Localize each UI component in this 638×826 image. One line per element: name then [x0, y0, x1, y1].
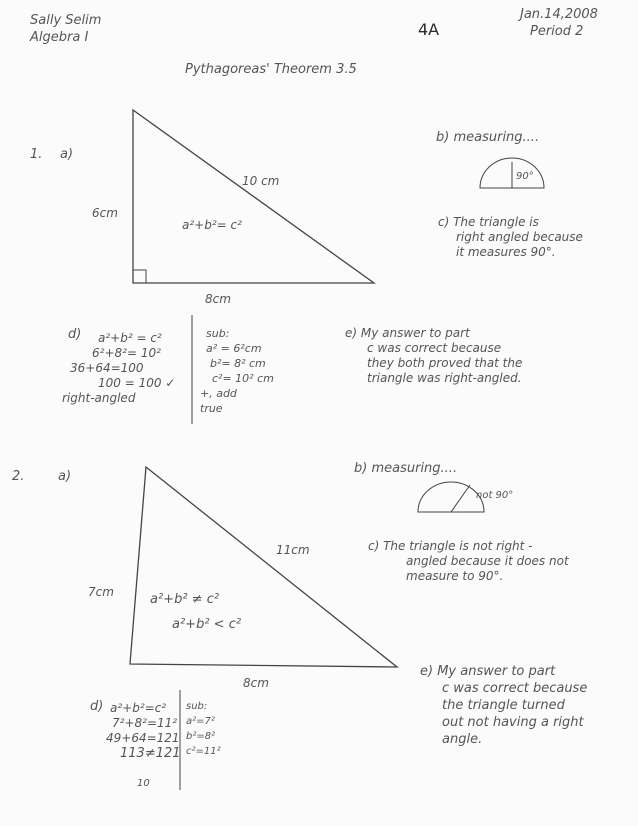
period: Period 2: [530, 24, 584, 39]
sub-line: c²= 10² cm: [212, 372, 274, 385]
part-e-line: triangle was right-angled.: [367, 371, 522, 385]
work-line: right-angled: [62, 391, 136, 405]
protractor-2-ray: [451, 485, 470, 512]
work-line: 100 = 100 ✓: [98, 376, 176, 390]
sub-line: sub:: [186, 701, 208, 712]
part-e-line: they both proved that the: [367, 356, 523, 370]
part-c-line: angled because it does not: [406, 554, 569, 568]
student-name: Sally Selim: [30, 13, 102, 28]
date: Jan.14,2008: [520, 7, 598, 22]
problem-1-part-e: [345, 326, 522, 386]
part-e-line: the triangle turned: [442, 698, 565, 713]
problem-1-number: 1.: [30, 147, 43, 162]
work-line: 6²+8²= 10²: [92, 346, 161, 360]
sub-line: a²=7²: [186, 716, 215, 727]
problem-1-protractor-label: 90°: [516, 171, 534, 182]
problem-2-protractor-label: not 90°: [476, 490, 514, 501]
problem-2-number: 2.: [12, 469, 25, 484]
problem-2-formula-2: a²+b² < c²: [172, 617, 242, 632]
part-e-line: c was correct because: [367, 341, 502, 355]
problem-1-part-d-work: [62, 331, 176, 406]
problem-2-part-d-substitution: [186, 699, 221, 759]
problem-1-side-left: 6cm: [92, 206, 118, 220]
problem-2-part-d-extra: 10: [137, 778, 150, 789]
sub-line: c²=11²: [186, 746, 221, 757]
section-label: 4A: [418, 20, 440, 39]
triangle-2: [130, 467, 397, 667]
course-name: Algebra I: [30, 30, 89, 45]
problem-2-part-a-label: a): [58, 469, 72, 484]
problem-1-part-b: b) measuring....: [436, 130, 540, 145]
problem-2-part-b: b) measuring....: [354, 461, 458, 476]
part-e-line: e) My answer to part: [420, 664, 556, 679]
part-c-line: c) The triangle is not right -: [368, 539, 533, 553]
part-c-line: it measures 90°.: [456, 245, 556, 259]
part-e-line: e) My answer to part: [345, 326, 470, 340]
sub-line: +, add: [200, 387, 237, 400]
problem-1-part-d-substitution: [198, 326, 274, 416]
problem-1-side-bottom: 8cm: [205, 292, 231, 306]
right-angle-mark-1: [133, 270, 146, 283]
problem-1-part-a-label: a): [60, 147, 74, 162]
problem-1-formula: a²+b²= c²: [182, 218, 242, 232]
sub-line: sub:: [206, 327, 230, 340]
problem-2-formula-1: a²+b² ≠ c²: [150, 592, 220, 607]
work-line: a²+b²=c²: [110, 701, 167, 715]
protractor-2: [418, 482, 484, 512]
problem-2-part-d-label: d): [90, 699, 104, 714]
part-c-line: right angled because: [456, 230, 583, 244]
problem-1-part-d-label: d): [68, 327, 82, 342]
work-line: 36+64=100: [70, 361, 144, 375]
sub-line: a² = 6²cm: [206, 342, 262, 355]
problem-2-hypotenuse: 11cm: [276, 543, 310, 557]
problem-1-hypotenuse: 10 cm: [242, 174, 280, 188]
work-line: 49+64=121: [106, 731, 180, 745]
problem-2-side-left: 7cm: [88, 585, 114, 599]
problem-2-side-bottom: 8cm: [243, 676, 269, 690]
problem-2-part-e: [420, 663, 587, 748]
worksheet-title: Pythagoreas' Theorem 3.5: [185, 62, 357, 77]
work-line: a²+b² = c²: [98, 331, 162, 345]
work-line: 7²+8²=11²: [112, 716, 178, 730]
part-e-line: angle.: [442, 732, 483, 747]
sub-line: b²=8²: [186, 731, 216, 742]
sub-line: true: [200, 402, 223, 415]
work-line: 113≠121: [120, 746, 181, 761]
part-c-line: measure to 90°.: [406, 569, 504, 583]
part-e-line: out not having a right: [442, 715, 584, 730]
sub-line: b²= 8² cm: [210, 357, 266, 370]
triangle-1: [133, 110, 374, 283]
problem-1-part-c: [438, 215, 583, 260]
problem-2-part-c: [368, 539, 569, 584]
problem-2-part-d-work: [106, 701, 181, 761]
part-c-line: c) The triangle is: [438, 215, 539, 229]
part-e-line: c was correct because: [442, 681, 588, 696]
